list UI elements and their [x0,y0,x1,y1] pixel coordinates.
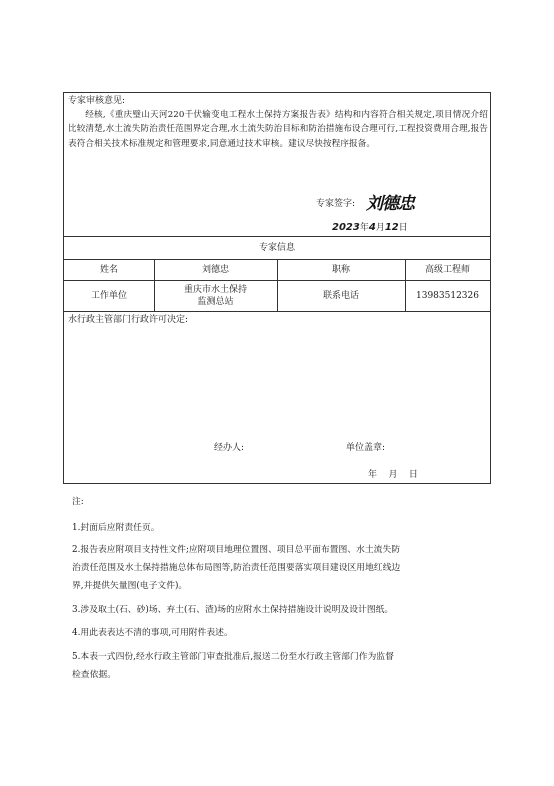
title-value: 高级工程师 [424,264,470,275]
date-month-unit: 月 [375,223,385,233]
phone-label: 联系电话 [322,290,359,301]
notes-heading: 注: [72,497,84,507]
handwritten-signature: 刘德忠 [366,194,414,214]
note-item: 5.本表一式四份,经水行政主管部门审查批准后,报送二份至水行政主管部门作为监督 [72,652,394,662]
phone-value: 13983512326 [416,290,479,301]
note-item: 检查依据。 [72,670,116,680]
date-day-unit: 日 [398,223,408,233]
note-item: 2.报告表应附项目支持性文件;应附项目地理位置图、项目总平面布置图、水土流失防 [72,545,401,555]
note-item: 界,并提供矢量图(电子文件)。 [72,581,188,591]
signature-label: 专家签字: [316,199,356,209]
decision-heading: 水行政主管部门行政许可决定: [68,315,189,325]
date-month: 4 [368,222,376,233]
note-item: 3.涉及取土(石、砂)场、弃土(石、渣)场的应附水土保持措施设计说明及设计图纸。 [72,605,394,615]
expert-info-heading: 专家信息 [258,242,295,253]
unit-value [154,280,277,311]
note-item: 1.封面后应附责任页。 [72,523,160,533]
unit-label: 工作单位 [90,290,127,301]
review-form-table [63,92,491,484]
note-item: 4.用此表表达不清的事项,可用附件表述。 [72,628,233,638]
divider [64,311,490,312]
note-item: 治责任范围及水土保持措施总体布局图等,防治责任范围要落实项目建设区用地红线边 [72,563,401,573]
date-year-unit: 年 [359,223,369,233]
unit-value-line2: 监测总站 [197,296,234,307]
name-value: 刘德忠 [201,264,229,275]
name-label: 姓名 [99,264,118,275]
handler-label: 经办人: [214,443,245,453]
decision-date: 年 月 日 [368,470,418,480]
date-year: 2023 [332,222,360,233]
sign-date [332,220,408,236]
seal-label: 单位盖章: [346,443,386,453]
date-day: 12 [384,222,399,233]
title-label: 职称 [331,264,350,275]
opinion-heading: 专家审核意见: [68,96,126,106]
unit-value-line1: 重庆市水土保持 [183,284,247,295]
opinion-body: 经核,《重庆璧山天河220千伏输变电工程水土保持方案报告表》结构和内容符合相关规定,项目情况介绍比较清楚,水土流失防治责任范围界定合理,水土流失防治目标和防治措施布设合理可行,工程投资费用合理,报告表符合相关技术标准规定和管理要求,同意通过技术审核。建议尽快按程序报备。 [68,110,488,149]
